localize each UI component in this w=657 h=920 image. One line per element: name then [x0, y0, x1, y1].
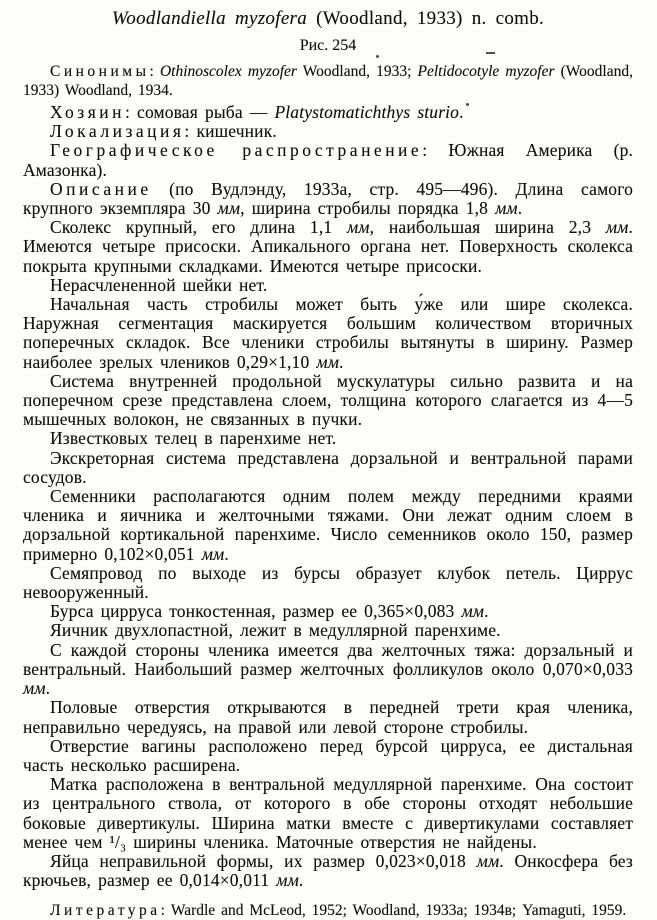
testes-paragraph [23, 487, 633, 564]
vitelline-paragraph [23, 641, 633, 699]
text-run: мм [316, 351, 340, 372]
text-run: Локализация [50, 121, 185, 142]
calcareous-bodies-paragraph [23, 429, 633, 448]
text-run: . Онкосфера без крючьев, размер ее 0,014×0,011 [23, 850, 633, 891]
text-run: С каждой стороны членика имеется два желточных тяжа: дорзальный и вентральный. Наибольший размер желточных фолликулов около 0,070×0,033 [23, 639, 633, 679]
text-run: Peltidocotyle myzofer [417, 63, 555, 80]
text-run: . [298, 870, 304, 891]
text-run: . [45, 678, 51, 699]
musculature-paragraph [23, 372, 633, 430]
text-run: Матка расположена в вентральной медуллярной паренхиме. Она состоит из центрального ствола, от которого в обе стороны отходят небольшие боковые дивертикулы. Ширина матки вместе с дивертикулами составляет менее чем ¹/₃ ширины членика. Маточные отверстия не найдены. [23, 774, 633, 852]
strobila-paragraph [23, 295, 633, 372]
text-run: . [517, 198, 523, 219]
scan-speck [376, 55, 379, 58]
text-run: мм [605, 217, 629, 238]
text-run: мм [495, 198, 518, 219]
description-paragraph [23, 180, 633, 218]
text-run: , наибольшая ширина 2,3 [369, 217, 606, 238]
text-run: Сколекс крупный, его длина 1,1 [50, 217, 347, 238]
text-run: . Имеются четыре присоски. Апикального органа нет. Поверхность сколекса покрыта крупными складками. Имеются четыре присоски. [23, 217, 633, 276]
localization-paragraph [23, 122, 633, 141]
species-title [23, 6, 633, 32]
ovary-paragraph [23, 621, 633, 640]
neck-paragraph [23, 276, 633, 295]
text-run: мм [346, 217, 370, 238]
text-run: мм [201, 543, 225, 564]
text-run: : кишечник. [184, 121, 277, 142]
uterus-paragraph [23, 775, 633, 852]
text-run: Нерасчлененной шейки нет. [50, 274, 268, 295]
text-run: Половые отверстия открываются в передней трети края членика, неправильно чередуясь, на правой или левой стороне стробилы. [23, 697, 633, 737]
text-run: Яйца неправильной формы, их размер 0,023×0,018 [50, 850, 477, 871]
text-run: Известковых телец в паренхиме нет. [50, 428, 337, 449]
excretory-system-paragraph [23, 449, 633, 487]
vagina-paragraph [23, 737, 633, 775]
text-run: Начальная часть стробилы может быть у́же или шире сколекса. Наружная сегментация маскируется большим количеством вторичных поперечных складок. Все членики стробилы вытянуты в ширину. Размер наиболее зрелых члеников 0,29×1,10 [23, 294, 633, 372]
genital-pores-paragraph [23, 698, 633, 736]
text-run: Семенники располагаются одним полем между передними краями членика и яичника и желточными тяжами. Они лежат одним слоем в дорзальной кортикальной паренхиме. Число семенников около 150, размер примерно 0,102×0,051 [23, 486, 633, 564]
eggs-paragraph [23, 852, 633, 890]
text-run: Система внутренней продольной мускулатуры сильно развита и на поперечном срезе представлена слоем, толщина которого слагается из 4—5 мышечных волокон, не связанных в пучки. [23, 370, 633, 430]
text-run: Синонимы [50, 63, 150, 80]
text-run: мм [476, 850, 500, 871]
text-run: Литература [50, 902, 161, 920]
host-paragraph [23, 103, 633, 122]
text-run: Woodland, 1933; [296, 63, 418, 80]
literature-paragraph [23, 901, 633, 920]
text-run: Хозяин [50, 102, 125, 122]
synonyms-paragraph [23, 62, 633, 100]
text-run: Othinoscolex myzofer [159, 63, 297, 80]
text-run: Экскреторная система представлена дорзальной и вентральной парами сосудов. [23, 447, 633, 487]
text-run: (Woodland, 1933) n. comb. [307, 8, 545, 29]
text-run: Woodlandiella myzofera [111, 8, 308, 29]
text-run: Семяпровод по выходе из бурсы образует клубок петель. Циррус невооруженный. [23, 562, 633, 603]
text-run: . [484, 601, 489, 622]
text-run: мм [461, 601, 485, 622]
text-run: : сомовая рыба — [124, 102, 275, 122]
text-run: Platystomatichthys sturio [274, 102, 460, 122]
text-run: (Woodland, 1933) Woodland, 1934. [23, 63, 633, 99]
scolex-paragraph [23, 218, 633, 276]
text-run: Яичник двухлопастной, лежит в медуллярной паренхиме. [50, 620, 501, 641]
text-run: мм [23, 678, 46, 699]
text-run: мм [276, 870, 299, 891]
text-run: Бурса цирруса тонкостенная, размер ее 0,365×0,083 [50, 601, 462, 622]
scan-speck [486, 52, 495, 54]
text-run: : Wardle and McLeod, 1952; Woodland, 1933а; 1934в; Yamaguti, 1959. [160, 902, 627, 920]
text-run: , ширина стробилы порядка 1,8 [240, 198, 496, 219]
figure-reference [23, 36, 633, 56]
vas-deferens-paragraph [23, 564, 633, 602]
text-run: . [459, 102, 464, 122]
text-run: (по Вудлэнду, 1933а, стр. 495—496). Длина самого крупного экземпляра 30 [23, 178, 633, 219]
cirrus-bursa-paragraph [23, 602, 633, 621]
text-run: Отверстие вагины расположено перед бурсой цирруса, ее дистальная часть несколько расширена. [23, 735, 633, 775]
scan-speck [466, 103, 469, 106]
text-run: Рис. 254 [299, 37, 357, 54]
text-run: : [149, 63, 160, 80]
text-run: Описание [50, 178, 152, 199]
text-run: . [224, 543, 229, 564]
text-run: мм [217, 198, 241, 219]
text-run: Географическое распространение [50, 140, 423, 161]
text-run: . [339, 351, 344, 372]
text-run: : Южная Америка (р. Амазонка). [23, 140, 633, 180]
distribution-paragraph [23, 141, 633, 179]
